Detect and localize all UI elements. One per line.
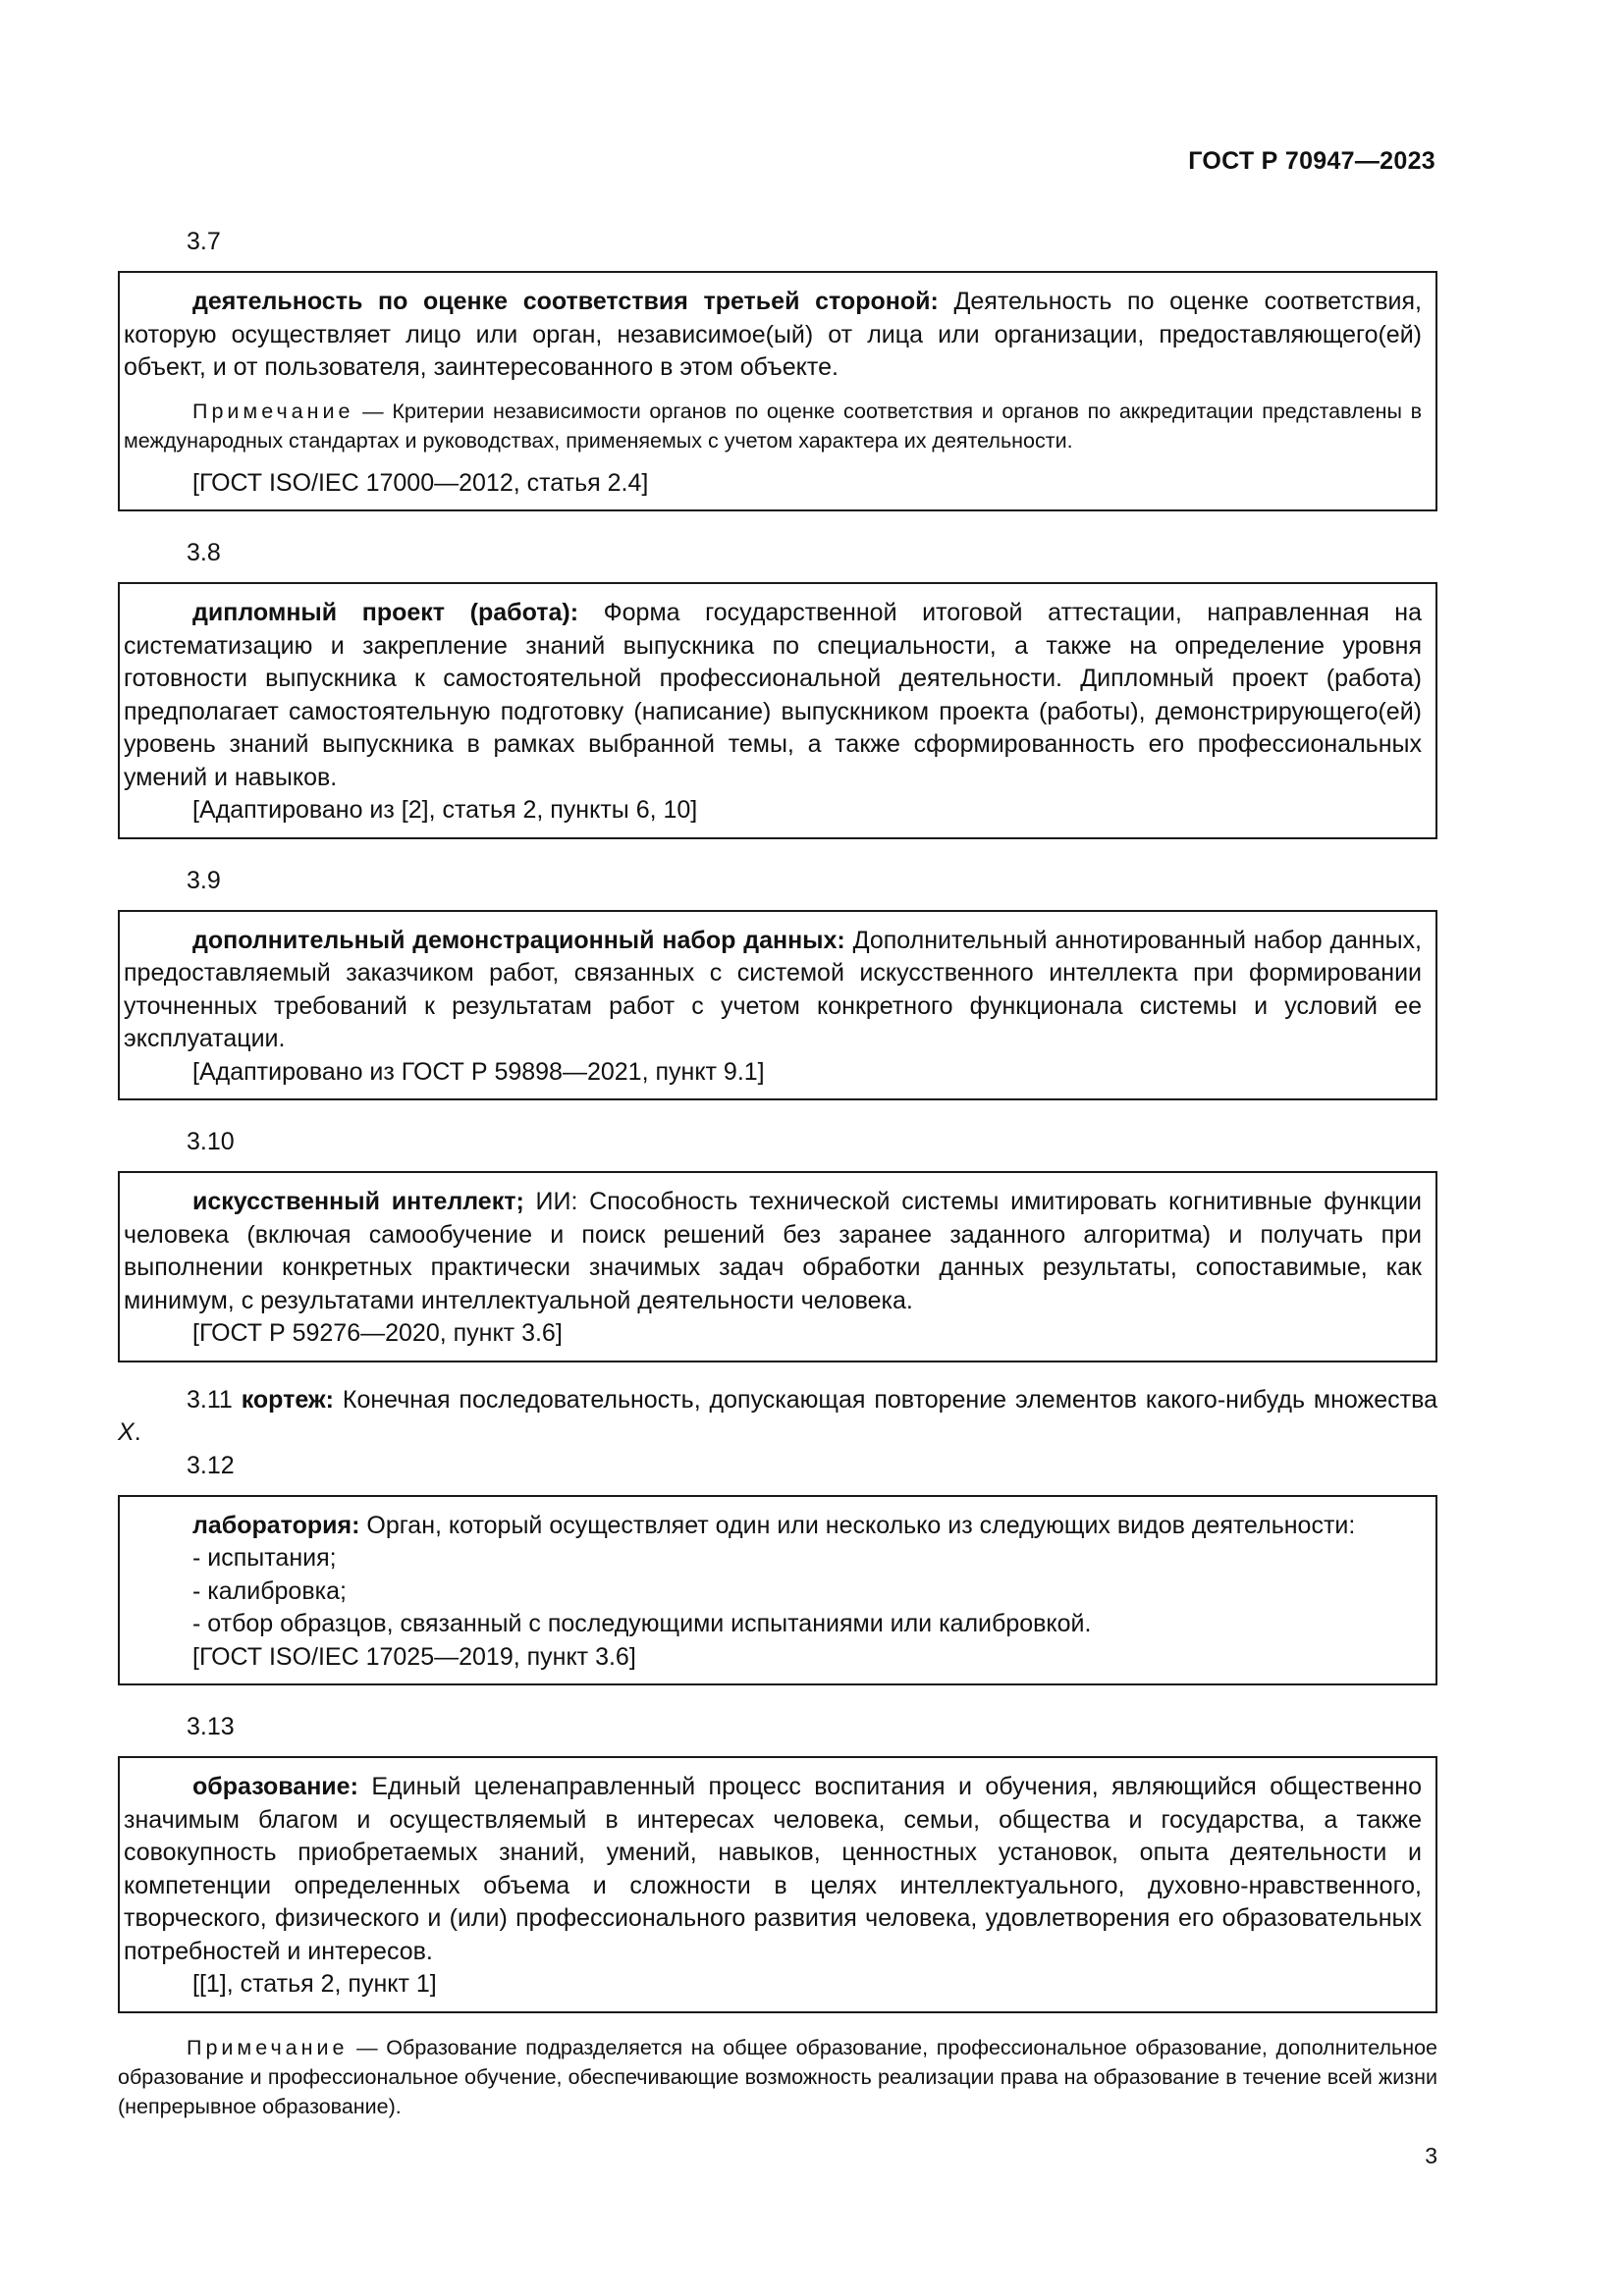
source-reference: [ГОСТ ISO/IEC 17025—2019, пункт 3.6]: [192, 1642, 636, 1671]
entry-number: 3.8: [187, 539, 221, 566]
term-box: [118, 1171, 1437, 1362]
term-title: образование:: [192, 1773, 358, 1800]
term-definition: [124, 1771, 1422, 1968]
definition-text: Единый целенаправленный процесс воспитания и обучения, являющийся общественно значимым благом и осуществляемый в интересах человека, семьи, общества и государства, а также совокупность приобретаемых знаний, умений, навыков, ценностных установок, опыта деятельности и компетенции определенных объема и сложности в целях интеллектуального, духовно-нравственного, творческого, физического и (или) профессионального развития человека, удовлетворения его образовательных потребностей и интересов.: [124, 1773, 1422, 1965]
term-definition: [124, 286, 1422, 385]
term-definition: [124, 1510, 1422, 1543]
definition-text: ИИ: Способность технической системы имитировать когнитивные функции человека (включая самообучение и поиск решений без заранее заданного алгоритма) и получать при выполнении конкретных практически значимых задач обработки данных результаты, сопоставимые, как минимум, с результатами интеллектуальной деятельности человека.: [124, 1188, 1422, 1314]
term-definition: [124, 597, 1422, 794]
source-reference: [ГОСТ Р 59276—2020, пункт 3.6]: [192, 1319, 563, 1347]
entry-number: 3.13: [187, 1713, 235, 1740]
list-item: - испытания;: [192, 1544, 337, 1572]
final-note: [118, 2033, 1437, 2121]
entry-number: 3.9: [187, 866, 221, 894]
term-box: [118, 271, 1437, 511]
term-title: деятельность по оценке соответствия третьей стороной:: [192, 288, 939, 315]
definition-text: Дополнительный аннотированный набор данных, предоставляемый заказчиком работ, связанных с системой искусственного интеллекта при формировании уточненных требований к результатам работ с учетом конкретного функционала системы и условий ее эксплуатации.: [124, 926, 1422, 1052]
variable-x: X: [118, 1418, 135, 1446]
term-title: кортеж:: [241, 1385, 334, 1414]
document-header: ГОСТ Р 70947—2023: [1188, 147, 1435, 175]
entry-number: 3.7: [187, 228, 221, 255]
note-label: Примечание: [187, 2035, 349, 2059]
list-item: - калибровка;: [192, 1576, 347, 1605]
term-box: [118, 910, 1437, 1101]
entry-number: 3.12: [187, 1451, 235, 1479]
term-title: искусственный интеллект;: [192, 1188, 524, 1215]
definition-end: .: [134, 1418, 141, 1446]
list-item: - отбор образцов, связанный с последующими испытаниями или калибровкой.: [192, 1610, 1092, 1637]
term-definition-unboxed: [118, 1384, 1437, 1450]
term-box: [118, 1756, 1437, 2013]
term-title: дипломный проект (работа):: [192, 599, 579, 626]
term-definition: [124, 1186, 1422, 1317]
definition-text: Конечная последовательность, допускающая повторение элементов какого-нибудь множества: [333, 1385, 1437, 1414]
note: [124, 397, 1422, 455]
entry-number: 3.11: [187, 1385, 242, 1414]
note-label: Примечание: [192, 399, 354, 423]
note-text: — Образование подразделяется на общее образование, профессиональное образование, дополнительное образование и профессиональное обучение, обеспечивающие возможность реализации права на образование в течение всей жизни (непрерывное образование).: [118, 2035, 1437, 2118]
entry-number: 3.10: [187, 1128, 235, 1155]
term-box: [118, 1495, 1437, 1686]
source-reference: [Адаптировано из ГОСТ Р 59898—2021, пункт 9.1]: [192, 1057, 765, 1086]
definition-text: Орган, который осуществляет один или несколько из следующих видов деятельности:: [359, 1511, 1356, 1539]
source-reference: [Адаптировано из [2], статья 2, пункты 6, 10]: [192, 796, 698, 824]
document-body: [118, 226, 1437, 2121]
term-box: [118, 582, 1437, 839]
term-title: дополнительный демонстрационный набор данных:: [192, 926, 845, 954]
source-reference: [ГОСТ ISO/IEC 17000—2012, статья 2.4]: [192, 468, 649, 497]
definition-text: Форма государственной итоговой аттестации, направленная на систематизацию и закрепление знаний выпускника по специальности, а также на определение уровня готовности выпускника к самостоятельной профессиональной деятельности. Дипломный проект (работа) предполагает самостоятельную подготовку (написание) выпускником проекта (работы), демонстрирующего(ей) уровень знаний выпускника в рамках выбранной темы, а также сформированность его профессиональных умений и навыков.: [124, 599, 1422, 791]
source-reference: [[1], статья 2, пункт 1]: [192, 1970, 437, 1998]
term-title: лаборатория:: [192, 1511, 360, 1539]
note-text: — Критерии независимости органов по оценке соответствия и органов по аккредитации представлены в международных стандартах и руководствах, применяемых с учетом характера их деятельности.: [124, 399, 1422, 453]
definition-text: Деятельность по оценке соответствия, которую осуществляет лицо или орган, независимое(ый) от лица или организации, предоставляющего(ей) объект, и от пользователя, заинтересованного в этом объекте.: [124, 288, 1422, 381]
page-number: 3: [1425, 2143, 1437, 2168]
term-definition: [124, 925, 1422, 1056]
